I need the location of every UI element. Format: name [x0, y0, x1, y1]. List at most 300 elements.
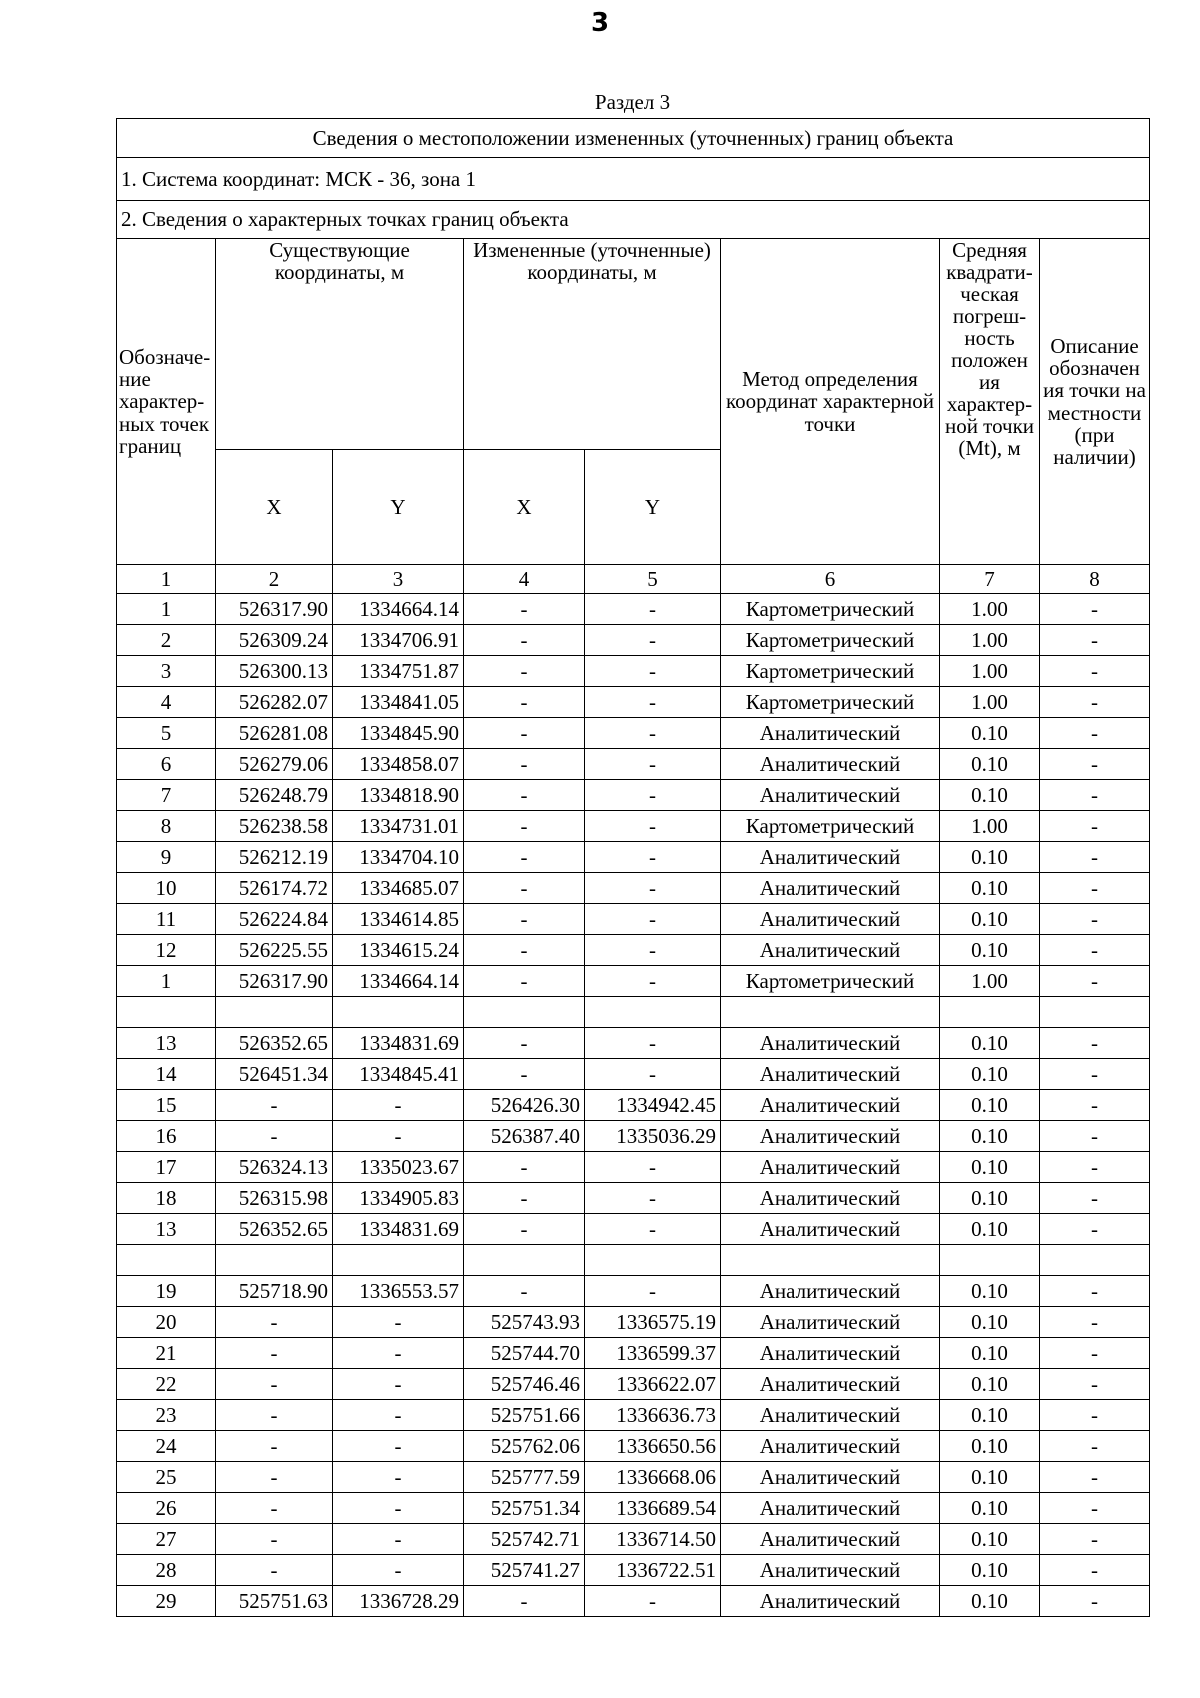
- cell-changed-x: -: [464, 904, 585, 935]
- cell-existing-y: 1334706.91: [333, 625, 464, 656]
- table-row: [117, 811, 1150, 842]
- cell-point-id: 19: [117, 1276, 216, 1307]
- cell-changed-x: -: [464, 780, 585, 811]
- header-changed-y: Y: [585, 450, 721, 565]
- cell-changed-y: -: [585, 842, 721, 873]
- cell-accuracy: 0.10: [940, 1121, 1040, 1152]
- header-description: Описание обозначен ия точки на местности (при наличии): [1040, 239, 1150, 565]
- cell-existing-x: -: [216, 1121, 333, 1152]
- cell-description: [1040, 997, 1150, 1028]
- cell-method: Аналитический: [721, 1276, 940, 1307]
- table-row: [117, 935, 1150, 966]
- cell-accuracy: 0.10: [940, 1431, 1040, 1462]
- cell-changed-x: 525746.46: [464, 1369, 585, 1400]
- table-row: [117, 842, 1150, 873]
- table-row: [117, 1121, 1150, 1152]
- cell-changed-x: [464, 1245, 585, 1276]
- cell-changed-x: 525742.71: [464, 1524, 585, 1555]
- cell-description: -: [1040, 1338, 1150, 1369]
- cell-existing-x: 526300.13: [216, 656, 333, 687]
- cell-changed-y: 1336636.73: [585, 1400, 721, 1431]
- cell-accuracy: 0.10: [940, 1555, 1040, 1586]
- cell-existing-y: 1334845.90: [333, 718, 464, 749]
- cell-changed-y: 1336714.50: [585, 1524, 721, 1555]
- cell-existing-y: 1334905.83: [333, 1183, 464, 1214]
- cell-changed-y: -: [585, 749, 721, 780]
- cell-point-id: 17: [117, 1152, 216, 1183]
- cell-point-id: 1: [117, 594, 216, 625]
- cell-method: Аналитический: [721, 1090, 940, 1121]
- cell-accuracy: 0.10: [940, 1493, 1040, 1524]
- cell-point-id: 26: [117, 1493, 216, 1524]
- cell-point-id: 27: [117, 1524, 216, 1555]
- table-row: [117, 1307, 1150, 1338]
- cell-changed-y: 1336689.54: [585, 1493, 721, 1524]
- cell-point-id: 8: [117, 811, 216, 842]
- cell-accuracy: 0.10: [940, 780, 1040, 811]
- table-row: [117, 1493, 1150, 1524]
- cell-accuracy: 1.00: [940, 625, 1040, 656]
- cell-existing-y: 1334731.01: [333, 811, 464, 842]
- cell-existing-x: 526352.65: [216, 1028, 333, 1059]
- cell-method: Аналитический: [721, 1152, 940, 1183]
- cell-changed-y: -: [585, 625, 721, 656]
- cell-existing-x: -: [216, 1462, 333, 1493]
- column-number: 6: [721, 565, 940, 594]
- cell-existing-x: 526317.90: [216, 594, 333, 625]
- cell-method: Аналитический: [721, 935, 940, 966]
- cell-point-id: 28: [117, 1555, 216, 1586]
- cell-existing-x: 526309.24: [216, 625, 333, 656]
- cell-accuracy: 1.00: [940, 811, 1040, 842]
- cell-description: -: [1040, 1307, 1150, 1338]
- cell-changed-y: -: [585, 1586, 721, 1617]
- column-number-row: [117, 565, 1150, 594]
- table-row: [117, 1059, 1150, 1090]
- cell-existing-y: 1334614.85: [333, 904, 464, 935]
- cell-changed-x: 525762.06: [464, 1431, 585, 1462]
- cell-changed-y: -: [585, 1028, 721, 1059]
- cell-existing-y: 1334664.14: [333, 594, 464, 625]
- cell-method: Аналитический: [721, 1059, 940, 1090]
- cell-changed-x: 526387.40: [464, 1121, 585, 1152]
- cell-description: -: [1040, 1462, 1150, 1493]
- cell-changed-x: -: [464, 594, 585, 625]
- cell-point-id: 7: [117, 780, 216, 811]
- table-row: [117, 1431, 1150, 1462]
- cell-changed-y: -: [585, 780, 721, 811]
- cell-changed-y: [585, 1245, 721, 1276]
- cell-existing-x: -: [216, 1524, 333, 1555]
- cell-existing-y: 1334751.87: [333, 656, 464, 687]
- cell-changed-y: 1336722.51: [585, 1555, 721, 1586]
- cell-accuracy: [940, 1245, 1040, 1276]
- cell-changed-y: 1336650.56: [585, 1431, 721, 1462]
- cell-accuracy: 0.10: [940, 842, 1040, 873]
- cell-existing-y: 1334704.10: [333, 842, 464, 873]
- cell-description: -: [1040, 594, 1150, 625]
- cell-method: Аналитический: [721, 873, 940, 904]
- cell-changed-x: -: [464, 1059, 585, 1090]
- cell-changed-x: -: [464, 718, 585, 749]
- cell-description: -: [1040, 1524, 1150, 1555]
- cell-existing-x: 526212.19: [216, 842, 333, 873]
- cell-point-id: [117, 997, 216, 1028]
- cell-method: Аналитический: [721, 1493, 940, 1524]
- header-existing-x: X: [216, 450, 333, 565]
- cell-changed-x: 525777.59: [464, 1462, 585, 1493]
- cell-changed-x: -: [464, 811, 585, 842]
- table-row: [117, 1276, 1150, 1307]
- cell-description: -: [1040, 1493, 1150, 1524]
- cell-changed-y: -: [585, 935, 721, 966]
- page-number: 3: [590, 8, 610, 38]
- cell-accuracy: 0.10: [940, 1369, 1040, 1400]
- cell-changed-x: -: [464, 1214, 585, 1245]
- cell-description: -: [1040, 966, 1150, 997]
- table-row: [117, 718, 1150, 749]
- cell-method: Аналитический: [721, 718, 940, 749]
- table-row: [117, 1028, 1150, 1059]
- cell-point-id: 25: [117, 1462, 216, 1493]
- cell-changed-y: 1336575.19: [585, 1307, 721, 1338]
- cell-changed-x: -: [464, 842, 585, 873]
- cell-method: Аналитический: [721, 1307, 940, 1338]
- cell-existing-x: 526238.58: [216, 811, 333, 842]
- table-row: [117, 1524, 1150, 1555]
- cell-existing-x: 526281.08: [216, 718, 333, 749]
- table-row: [117, 1369, 1150, 1400]
- column-number: 4: [464, 565, 585, 594]
- cell-existing-x: -: [216, 1555, 333, 1586]
- cell-method: Картометрический: [721, 966, 940, 997]
- cell-description: -: [1040, 1276, 1150, 1307]
- cell-existing-y: 1334831.69: [333, 1028, 464, 1059]
- cell-existing-y: 1334685.07: [333, 873, 464, 904]
- cell-changed-x: 525743.93: [464, 1307, 585, 1338]
- coordinates-table: [116, 118, 1150, 1617]
- header-changed-coords: Измененные (уточненные) координаты, м: [464, 239, 721, 450]
- cell-method: Аналитический: [721, 1462, 940, 1493]
- cell-accuracy: 0.10: [940, 1028, 1040, 1059]
- cell-existing-y: -: [333, 1121, 464, 1152]
- cell-existing-x: [216, 997, 333, 1028]
- cell-changed-y: -: [585, 1183, 721, 1214]
- cell-existing-y: -: [333, 1493, 464, 1524]
- cell-existing-x: 526324.13: [216, 1152, 333, 1183]
- cell-changed-x: [464, 997, 585, 1028]
- cell-existing-y: 1335023.67: [333, 1152, 464, 1183]
- cell-accuracy: 0.10: [940, 1462, 1040, 1493]
- cell-changed-y: -: [585, 966, 721, 997]
- column-number: 8: [1040, 565, 1150, 594]
- column-number: 3: [333, 565, 464, 594]
- table-row: [117, 1090, 1150, 1121]
- cell-existing-y: [333, 1245, 464, 1276]
- cell-method: Аналитический: [721, 1524, 940, 1555]
- cell-method: Аналитический: [721, 1400, 940, 1431]
- cell-existing-x: -: [216, 1338, 333, 1369]
- table-row: [117, 1586, 1150, 1617]
- cell-changed-x: -: [464, 966, 585, 997]
- cell-description: -: [1040, 1059, 1150, 1090]
- cell-changed-x: -: [464, 1586, 585, 1617]
- cell-existing-x: 526279.06: [216, 749, 333, 780]
- cell-changed-y: -: [585, 1276, 721, 1307]
- cell-existing-x: 526282.07: [216, 687, 333, 718]
- cell-point-id: 16: [117, 1121, 216, 1152]
- cell-accuracy: 0.10: [940, 904, 1040, 935]
- cell-point-id: 18: [117, 1183, 216, 1214]
- cell-changed-x: -: [464, 749, 585, 780]
- coordinate-system: 1. Система координат: МСК - 36, зона 1: [117, 158, 1150, 201]
- cell-method: Аналитический: [721, 1183, 940, 1214]
- cell-existing-y: 1334831.69: [333, 1214, 464, 1245]
- table-row: [117, 780, 1150, 811]
- cell-accuracy: 1.00: [940, 594, 1040, 625]
- cell-existing-x: -: [216, 1431, 333, 1462]
- table-row: [117, 1400, 1150, 1431]
- cell-changed-x: 525741.27: [464, 1555, 585, 1586]
- cell-changed-y: 1336599.37: [585, 1338, 721, 1369]
- cell-accuracy: 0.10: [940, 718, 1040, 749]
- cell-existing-x: 526224.84: [216, 904, 333, 935]
- header-existing-y: Y: [333, 450, 464, 565]
- cell-existing-y: -: [333, 1307, 464, 1338]
- cell-accuracy: 0.10: [940, 1059, 1040, 1090]
- cell-point-id: 9: [117, 842, 216, 873]
- cell-changed-x: -: [464, 1183, 585, 1214]
- cell-existing-x: -: [216, 1369, 333, 1400]
- cell-existing-x: 525718.90: [216, 1276, 333, 1307]
- table-row: [117, 1183, 1150, 1214]
- cell-existing-x: -: [216, 1400, 333, 1431]
- cell-description: -: [1040, 1431, 1150, 1462]
- table-row: [117, 873, 1150, 904]
- cell-changed-x: 525744.70: [464, 1338, 585, 1369]
- cell-accuracy: 0.10: [940, 1400, 1040, 1431]
- cell-description: -: [1040, 656, 1150, 687]
- table-row: [117, 966, 1150, 997]
- cell-description: -: [1040, 1028, 1150, 1059]
- cell-changed-x: 526426.30: [464, 1090, 585, 1121]
- cell-existing-y: 1336553.57: [333, 1276, 464, 1307]
- cell-point-id: 29: [117, 1586, 216, 1617]
- cell-point-id: 14: [117, 1059, 216, 1090]
- cell-accuracy: 0.10: [940, 1338, 1040, 1369]
- cell-existing-y: -: [333, 1431, 464, 1462]
- table-row: [117, 904, 1150, 935]
- cell-changed-y: 1334942.45: [585, 1090, 721, 1121]
- cell-description: -: [1040, 687, 1150, 718]
- column-number: 1: [117, 565, 216, 594]
- cell-point-id: 21: [117, 1338, 216, 1369]
- cell-description: -: [1040, 625, 1150, 656]
- cell-existing-y: -: [333, 1555, 464, 1586]
- cell-method: Аналитический: [721, 1369, 940, 1400]
- cell-description: -: [1040, 1555, 1150, 1586]
- cell-method: Картометрический: [721, 656, 940, 687]
- cell-description: -: [1040, 1369, 1150, 1400]
- cell-accuracy: 0.10: [940, 1152, 1040, 1183]
- table-row: [117, 1245, 1150, 1276]
- cell-changed-x: -: [464, 687, 585, 718]
- cell-changed-x: 525751.34: [464, 1493, 585, 1524]
- cell-method: Аналитический: [721, 904, 940, 935]
- table-row: [117, 1338, 1150, 1369]
- cell-method: Аналитический: [721, 1586, 940, 1617]
- cell-method: Аналитический: [721, 1121, 940, 1152]
- cell-existing-x: -: [216, 1090, 333, 1121]
- cell-changed-x: -: [464, 1152, 585, 1183]
- cell-description: -: [1040, 1121, 1150, 1152]
- cell-changed-y: 1336668.06: [585, 1462, 721, 1493]
- table-row: [117, 1555, 1150, 1586]
- table-row: [117, 656, 1150, 687]
- cell-changed-x: -: [464, 1276, 585, 1307]
- cell-point-id: [117, 1245, 216, 1276]
- cell-existing-x: 526248.79: [216, 780, 333, 811]
- table-row: [117, 1214, 1150, 1245]
- cell-existing-x: 526451.34: [216, 1059, 333, 1090]
- table-row: [117, 1462, 1150, 1493]
- cell-existing-y: 1334615.24: [333, 935, 464, 966]
- cell-method: Аналитический: [721, 1028, 940, 1059]
- cell-method: Аналитический: [721, 1214, 940, 1245]
- cell-existing-y: 1334845.41: [333, 1059, 464, 1090]
- cell-accuracy: 1.00: [940, 656, 1040, 687]
- cell-accuracy: 1.00: [940, 687, 1040, 718]
- cell-method: [721, 997, 940, 1028]
- cell-changed-y: -: [585, 811, 721, 842]
- cell-point-id: 22: [117, 1369, 216, 1400]
- cell-accuracy: 0.10: [940, 1586, 1040, 1617]
- cell-point-id: 23: [117, 1400, 216, 1431]
- cell-existing-y: -: [333, 1369, 464, 1400]
- cell-existing-y: 1336728.29: [333, 1586, 464, 1617]
- cell-existing-y: -: [333, 1524, 464, 1555]
- cell-method: Аналитический: [721, 780, 940, 811]
- header-designation: Обозначе-ние характер-ных точек границ: [117, 239, 216, 565]
- cell-accuracy: 0.10: [940, 1276, 1040, 1307]
- cell-changed-y: -: [585, 904, 721, 935]
- cell-point-id: 24: [117, 1431, 216, 1462]
- table-row: [117, 594, 1150, 625]
- cell-description: -: [1040, 904, 1150, 935]
- cell-existing-x: 526225.55: [216, 935, 333, 966]
- cell-existing-x: -: [216, 1493, 333, 1524]
- cell-changed-y: 1335036.29: [585, 1121, 721, 1152]
- cell-accuracy: 0.10: [940, 1307, 1040, 1338]
- table-title: Сведения о местоположении измененных (уточненных) границ объекта: [117, 119, 1150, 158]
- cell-accuracy: [940, 997, 1040, 1028]
- cell-method: Картометрический: [721, 687, 940, 718]
- cell-changed-y: -: [585, 656, 721, 687]
- cell-method: Аналитический: [721, 1431, 940, 1462]
- cell-description: -: [1040, 935, 1150, 966]
- column-number: 7: [940, 565, 1040, 594]
- table-row: [117, 749, 1150, 780]
- cell-changed-x: -: [464, 656, 585, 687]
- cell-description: -: [1040, 1183, 1150, 1214]
- cell-description: [1040, 1245, 1150, 1276]
- cell-point-id: 13: [117, 1214, 216, 1245]
- cell-point-id: 12: [117, 935, 216, 966]
- cell-point-id: 1: [117, 966, 216, 997]
- cell-method: Аналитический: [721, 1555, 940, 1586]
- cell-point-id: 3: [117, 656, 216, 687]
- cell-existing-y: 1334841.05: [333, 687, 464, 718]
- cell-accuracy: 0.10: [940, 1524, 1040, 1555]
- cell-description: -: [1040, 873, 1150, 904]
- cell-changed-y: 1336622.07: [585, 1369, 721, 1400]
- cell-method: [721, 1245, 940, 1276]
- column-number: 5: [585, 565, 721, 594]
- cell-method: Аналитический: [721, 1338, 940, 1369]
- cell-method: Аналитический: [721, 749, 940, 780]
- cell-changed-y: -: [585, 718, 721, 749]
- cell-description: -: [1040, 718, 1150, 749]
- cell-point-id: 6: [117, 749, 216, 780]
- cell-existing-y: 1334664.14: [333, 966, 464, 997]
- cell-description: -: [1040, 780, 1150, 811]
- cell-changed-y: -: [585, 687, 721, 718]
- cell-existing-x: 525751.63: [216, 1586, 333, 1617]
- cell-method: Картометрический: [721, 625, 940, 656]
- cell-method: Картометрический: [721, 594, 940, 625]
- cell-changed-x: -: [464, 1028, 585, 1059]
- cell-accuracy: 0.10: [940, 935, 1040, 966]
- section-label: Раздел 3: [594, 90, 671, 114]
- cell-point-id: 15: [117, 1090, 216, 1121]
- cell-accuracy: 1.00: [940, 966, 1040, 997]
- header-existing-coords: Существующие координаты, м: [216, 239, 464, 450]
- table-row: [117, 687, 1150, 718]
- header-method: Метод определения координат характерной точки: [721, 239, 940, 565]
- cell-description: -: [1040, 1400, 1150, 1431]
- cell-changed-x: -: [464, 935, 585, 966]
- cell-description: -: [1040, 1214, 1150, 1245]
- cell-point-id: 4: [117, 687, 216, 718]
- cell-changed-y: [585, 997, 721, 1028]
- cell-existing-x: [216, 1245, 333, 1276]
- cell-point-id: 10: [117, 873, 216, 904]
- cell-description: -: [1040, 749, 1150, 780]
- cell-changed-y: -: [585, 1214, 721, 1245]
- cell-description: -: [1040, 842, 1150, 873]
- cell-changed-y: -: [585, 873, 721, 904]
- cell-changed-x: 525751.66: [464, 1400, 585, 1431]
- cell-point-id: 11: [117, 904, 216, 935]
- cell-point-id: 20: [117, 1307, 216, 1338]
- cell-point-id: 13: [117, 1028, 216, 1059]
- cell-accuracy: 0.10: [940, 1214, 1040, 1245]
- header-changed-x: X: [464, 450, 585, 565]
- cell-existing-y: [333, 997, 464, 1028]
- cell-changed-y: -: [585, 594, 721, 625]
- cell-existing-y: -: [333, 1338, 464, 1369]
- cell-description: -: [1040, 811, 1150, 842]
- cell-existing-x: 526317.90: [216, 966, 333, 997]
- cell-existing-y: 1334818.90: [333, 780, 464, 811]
- cell-description: -: [1040, 1152, 1150, 1183]
- table-row: [117, 997, 1150, 1028]
- cell-accuracy: 0.10: [940, 749, 1040, 780]
- cell-changed-y: -: [585, 1059, 721, 1090]
- cell-changed-x: -: [464, 873, 585, 904]
- table-row: [117, 1152, 1150, 1183]
- cell-method: Картометрический: [721, 811, 940, 842]
